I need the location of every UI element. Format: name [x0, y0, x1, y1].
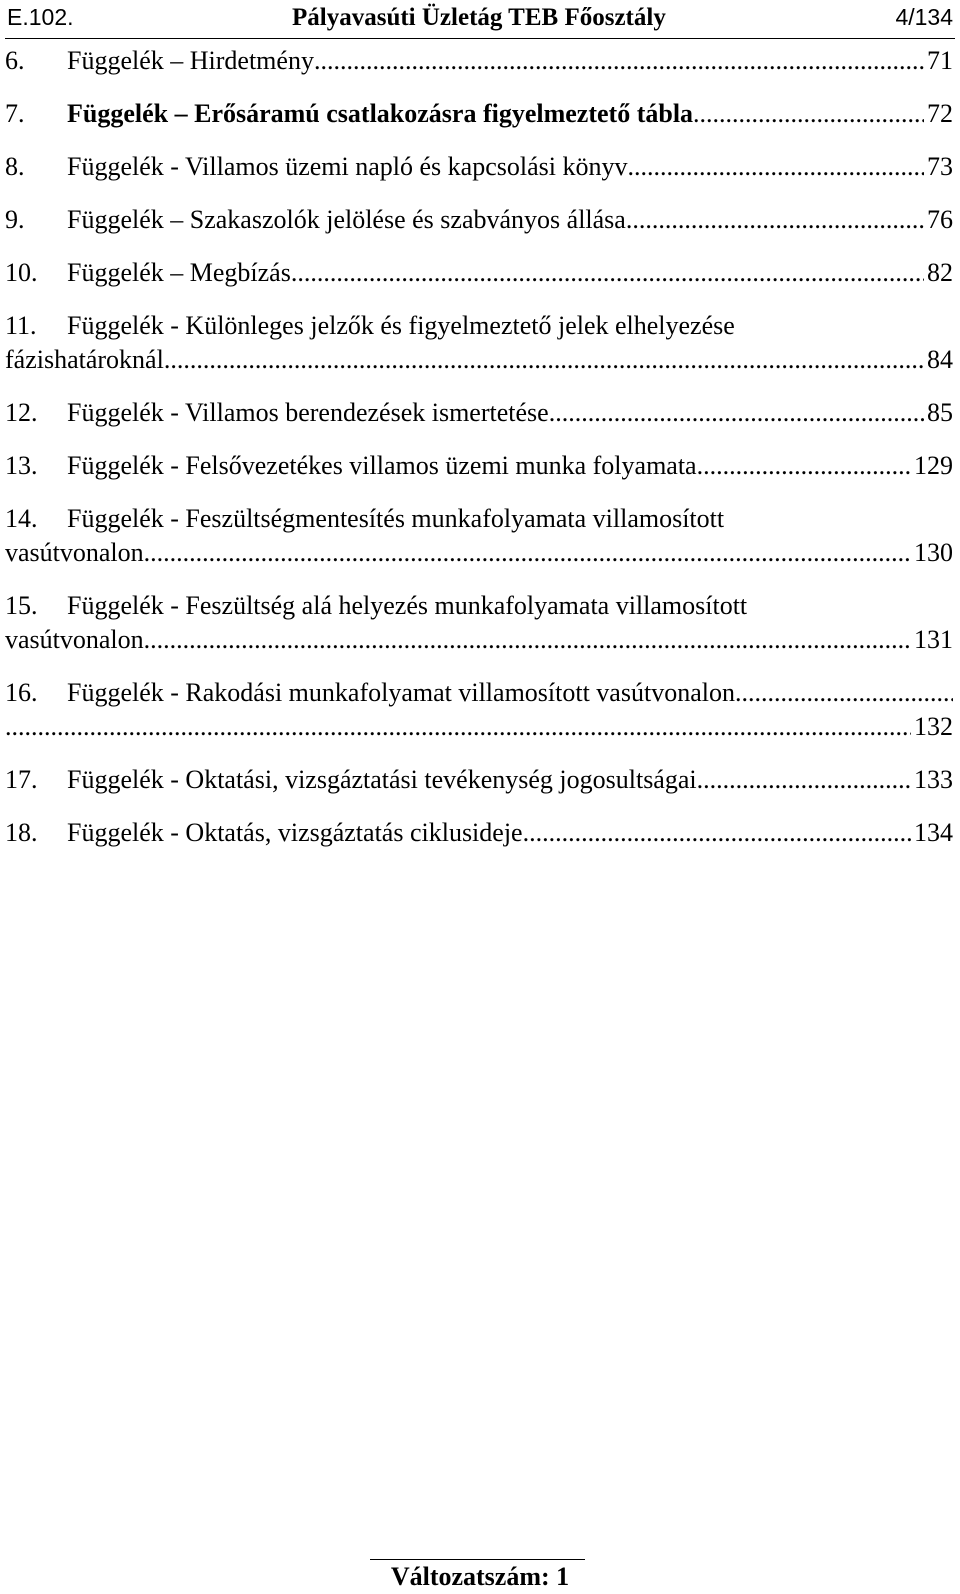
toc-entry-18[interactable]	[5, 816, 953, 850]
toc-entry-number: 13.	[5, 451, 38, 480]
toc-entry-title: Függelék - Feszültség alá helyezés munkafolyamata villamosított	[67, 591, 748, 620]
toc-entry-title: Függelék - Feszültségmentesítés munkafolyamata villamosított	[67, 504, 725, 533]
toc-entry-page: 72	[927, 99, 953, 128]
toc-entry-number: 17.	[5, 765, 38, 794]
toc-entry-12[interactable]	[5, 396, 953, 430]
footer-rule	[370, 1559, 585, 1560]
leader-dots	[314, 44, 924, 78]
toc-entry-number: 14.	[5, 504, 38, 533]
toc-entry-page: 131	[914, 625, 953, 654]
toc-entry-page: 82	[927, 258, 953, 287]
document-code: E.102.	[7, 4, 74, 30]
toc-entry-title: Függelék – Erősáramú csatlakozásra figyelmeztető tábla	[67, 99, 694, 128]
toc-entry-14[interactable]	[5, 502, 953, 570]
leader-dots	[627, 150, 924, 184]
toc-entry-8[interactable]	[5, 150, 953, 184]
toc-entry-number: 8.	[5, 152, 25, 181]
leader-dots	[144, 623, 911, 657]
organization-name: Pályavasúti Üzletág TEB Főosztály	[292, 4, 666, 31]
page-header	[5, 0, 955, 39]
toc-entry-number: 7.	[5, 99, 25, 128]
leader-dots	[549, 396, 924, 430]
toc-entry-title: Függelék - Felsővezetékes villamos üzemi munka folyamata	[67, 451, 697, 480]
toc-entry-number: 9.	[5, 205, 25, 234]
leader-dots	[144, 536, 911, 570]
toc-entry-title: Függelék - Oktatás, vizsgáztatás ciklusideje	[67, 818, 523, 847]
page-number: 4/134	[895, 4, 953, 30]
leader-dots	[735, 676, 953, 710]
leader-dots	[523, 816, 911, 850]
leader-dots	[693, 97, 924, 131]
toc-entry-title: Függelék – Hirdetmény	[67, 46, 314, 75]
toc-entry-title: Függelék – Megbízás	[67, 258, 291, 287]
leader-dots	[164, 343, 924, 377]
toc-entry-page: 134	[914, 818, 953, 847]
toc-entry-number: 10.	[5, 258, 38, 287]
toc-entry-15[interactable]	[5, 589, 953, 657]
toc-entry-page: 130	[914, 538, 953, 567]
toc-entry-page: 73	[927, 152, 953, 181]
toc-entry-10[interactable]	[5, 256, 953, 290]
toc-entry-page: 129	[914, 451, 953, 480]
version-number: Változatszám: 1	[390, 1562, 570, 1591]
toc-entry-9[interactable]	[5, 203, 953, 237]
toc-entry-title: Függelék - Oktatási, vizsgáztatási tevékenység jogosultságai	[67, 765, 697, 794]
toc-entry-7[interactable]	[5, 97, 953, 131]
toc-entry-number: 11.	[5, 311, 37, 340]
table-of-contents	[5, 44, 953, 850]
toc-entry-11[interactable]	[5, 309, 953, 377]
toc-entry-page: 132	[914, 712, 953, 741]
toc-entry-title-continuation: vasútvonalon	[5, 625, 144, 654]
toc-entry-13[interactable]	[5, 449, 953, 483]
leader-dots	[697, 449, 911, 483]
toc-entry-16[interactable]	[5, 676, 953, 744]
toc-entry-page: 76	[927, 205, 953, 234]
toc-entry-page: 133	[914, 765, 953, 794]
toc-entry-number: 12.	[5, 398, 38, 427]
toc-entry-title: Függelék - Villamos berendezések ismertetése	[67, 398, 549, 427]
toc-entry-number: 16.	[5, 678, 38, 707]
leader-dots	[626, 203, 924, 237]
toc-entry-page: 85	[927, 398, 953, 427]
toc-entry-number: 15.	[5, 591, 38, 620]
leader-dots	[697, 763, 911, 797]
toc-entry-number: 18.	[5, 818, 38, 847]
toc-entry-17[interactable]	[5, 763, 953, 797]
toc-entry-title: Függelék - Különleges jelzők és figyelmeztető jelek elhelyezése	[67, 311, 735, 340]
toc-entry-title: Függelék - Villamos üzemi napló és kapcsolási könyv	[67, 152, 628, 181]
toc-entry-title: Függelék – Szakaszolók jelölése és szabványos állása	[67, 205, 626, 234]
page-footer	[0, 1556, 960, 1594]
toc-entry-title-continuation: fázishatároknál	[5, 345, 164, 374]
leader-dots	[5, 710, 911, 744]
toc-entry-page: 84	[927, 345, 953, 374]
toc-entry-6[interactable]	[5, 44, 953, 78]
toc-entry-title: Függelék - Rakodási munkafolyamat villamosított vasútvonalon	[67, 678, 735, 707]
leader-dots	[291, 256, 924, 290]
toc-entry-page: 71	[927, 46, 953, 75]
toc-entry-title-continuation: vasútvonalon	[5, 538, 144, 567]
toc-entry-number: 6.	[5, 46, 25, 75]
